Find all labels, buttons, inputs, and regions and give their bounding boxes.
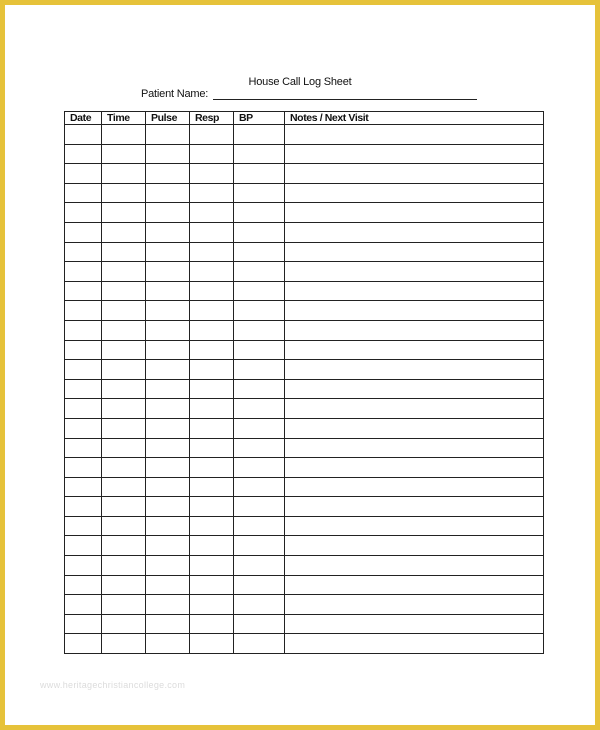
- log-cell[interactable]: [234, 183, 285, 203]
- log-cell[interactable]: [234, 164, 285, 184]
- log-cell[interactable]: [65, 516, 102, 536]
- log-cell[interactable]: [285, 458, 544, 478]
- log-cell[interactable]: [234, 379, 285, 399]
- log-cell[interactable]: [102, 164, 146, 184]
- log-cell[interactable]: [146, 516, 190, 536]
- log-cell[interactable]: [190, 125, 234, 145]
- log-cell[interactable]: [102, 556, 146, 576]
- log-cell[interactable]: [190, 203, 234, 223]
- column-header-resp: Resp: [190, 112, 234, 125]
- table-row: [65, 595, 544, 615]
- log-cell[interactable]: [234, 320, 285, 340]
- log-cell[interactable]: [190, 634, 234, 654]
- log-cell[interactable]: [102, 399, 146, 419]
- log-cell[interactable]: [146, 497, 190, 517]
- log-cell[interactable]: [234, 477, 285, 497]
- patient-name-label: Patient Name:: [141, 88, 209, 100]
- table-row: [65, 379, 544, 399]
- table-row: [65, 301, 544, 321]
- log-cell[interactable]: [65, 458, 102, 478]
- log-cell[interactable]: [285, 320, 544, 340]
- table-row: [65, 183, 544, 203]
- log-cell[interactable]: [102, 379, 146, 399]
- log-cell[interactable]: [234, 418, 285, 438]
- log-cell[interactable]: [102, 301, 146, 321]
- table-row: [65, 360, 544, 380]
- log-cell[interactable]: [146, 301, 190, 321]
- table-row: [65, 125, 544, 145]
- log-cell[interactable]: [234, 301, 285, 321]
- log-cell[interactable]: [102, 242, 146, 262]
- log-cell[interactable]: [190, 458, 234, 478]
- log-cell[interactable]: [102, 595, 146, 615]
- table-row: [65, 222, 544, 242]
- table-row: [65, 281, 544, 301]
- table-row: [65, 418, 544, 438]
- log-cell[interactable]: [234, 516, 285, 536]
- log-cell[interactable]: [234, 536, 285, 556]
- log-cell[interactable]: [102, 438, 146, 458]
- log-cell[interactable]: [234, 595, 285, 615]
- log-cell[interactable]: [285, 242, 544, 262]
- table-row: [65, 497, 544, 517]
- log-cell[interactable]: [234, 242, 285, 262]
- log-cell[interactable]: [65, 614, 102, 634]
- log-cell[interactable]: [146, 222, 190, 242]
- log-cell[interactable]: [102, 418, 146, 438]
- log-cell[interactable]: [146, 360, 190, 380]
- log-cell[interactable]: [234, 360, 285, 380]
- log-cell[interactable]: [65, 262, 102, 282]
- log-cell[interactable]: [102, 203, 146, 223]
- log-cell[interactable]: [146, 575, 190, 595]
- log-cell[interactable]: [285, 536, 544, 556]
- log-cell[interactable]: [234, 262, 285, 282]
- log-cell[interactable]: [65, 320, 102, 340]
- column-header-bp: BP: [234, 112, 285, 125]
- log-cell[interactable]: [190, 379, 234, 399]
- table-row: [65, 458, 544, 478]
- log-cell[interactable]: [102, 458, 146, 478]
- log-cell[interactable]: [65, 556, 102, 576]
- table-row: [65, 575, 544, 595]
- log-cell[interactable]: [65, 399, 102, 419]
- log-cell[interactable]: [285, 556, 544, 576]
- log-cell[interactable]: [234, 203, 285, 223]
- log-cell[interactable]: [190, 301, 234, 321]
- log-cell[interactable]: [190, 516, 234, 536]
- log-cell[interactable]: [146, 614, 190, 634]
- log-cell[interactable]: [146, 281, 190, 301]
- log-cell[interactable]: [285, 144, 544, 164]
- log-cell[interactable]: [234, 399, 285, 419]
- log-cell[interactable]: [146, 477, 190, 497]
- log-cell[interactable]: [285, 360, 544, 380]
- log-cell[interactable]: [234, 497, 285, 517]
- log-cell[interactable]: [285, 614, 544, 634]
- table-row: [65, 144, 544, 164]
- log-cell[interactable]: [102, 497, 146, 517]
- log-cell[interactable]: [65, 379, 102, 399]
- log-cell[interactable]: [234, 125, 285, 145]
- log-cell[interactable]: [65, 575, 102, 595]
- log-cell[interactable]: [146, 340, 190, 360]
- log-cell[interactable]: [146, 144, 190, 164]
- log-cell[interactable]: [65, 340, 102, 360]
- log-cell[interactable]: [285, 575, 544, 595]
- log-cell[interactable]: [190, 556, 234, 576]
- log-cell[interactable]: [65, 418, 102, 438]
- log-cell[interactable]: [65, 144, 102, 164]
- log-cell[interactable]: [102, 320, 146, 340]
- log-cell[interactable]: [190, 262, 234, 282]
- log-cell[interactable]: [146, 634, 190, 654]
- log-table: [64, 111, 544, 654]
- log-cell[interactable]: [102, 536, 146, 556]
- log-cell[interactable]: [102, 125, 146, 145]
- log-cell[interactable]: [146, 203, 190, 223]
- log-cell[interactable]: [285, 262, 544, 282]
- table-row: [65, 242, 544, 262]
- log-cell[interactable]: [234, 556, 285, 576]
- log-cell[interactable]: [285, 183, 544, 203]
- log-table-body: [65, 125, 544, 654]
- log-cell[interactable]: [102, 183, 146, 203]
- log-cell[interactable]: [190, 222, 234, 242]
- table-row: [65, 320, 544, 340]
- log-cell[interactable]: [285, 399, 544, 419]
- table-row: [65, 399, 544, 419]
- log-cell[interactable]: [102, 516, 146, 536]
- log-cell[interactable]: [234, 438, 285, 458]
- log-cell[interactable]: [146, 418, 190, 438]
- log-cell[interactable]: [234, 634, 285, 654]
- log-cell[interactable]: [65, 222, 102, 242]
- log-cell[interactable]: [285, 301, 544, 321]
- log-cell[interactable]: [285, 203, 544, 223]
- log-cell[interactable]: [65, 477, 102, 497]
- log-cell[interactable]: [285, 222, 544, 242]
- column-header-time: Time: [102, 112, 146, 125]
- log-cell[interactable]: [146, 183, 190, 203]
- log-cell[interactable]: [190, 418, 234, 438]
- log-cell[interactable]: [65, 634, 102, 654]
- table-row: [65, 614, 544, 634]
- log-cell[interactable]: [146, 379, 190, 399]
- log-cell[interactable]: [102, 281, 146, 301]
- log-cell[interactable]: [102, 340, 146, 360]
- log-cell[interactable]: [146, 262, 190, 282]
- table-row: [65, 516, 544, 536]
- log-cell[interactable]: [65, 497, 102, 517]
- table-row: [65, 203, 544, 223]
- column-header-pulse: Pulse: [146, 112, 190, 125]
- log-cell[interactable]: [234, 281, 285, 301]
- log-cell[interactable]: [234, 575, 285, 595]
- log-cell[interactable]: [102, 575, 146, 595]
- table-row: [65, 556, 544, 576]
- log-cell[interactable]: [190, 320, 234, 340]
- log-cell[interactable]: [190, 497, 234, 517]
- log-cell[interactable]: [146, 595, 190, 615]
- log-cell[interactable]: [65, 360, 102, 380]
- log-cell[interactable]: [65, 183, 102, 203]
- log-cell[interactable]: [146, 320, 190, 340]
- log-cell[interactable]: [190, 242, 234, 262]
- log-cell[interactable]: [190, 164, 234, 184]
- log-cell[interactable]: [234, 340, 285, 360]
- log-cell[interactable]: [234, 144, 285, 164]
- log-cell[interactable]: [65, 301, 102, 321]
- log-cell[interactable]: [234, 222, 285, 242]
- log-cell[interactable]: [146, 125, 190, 145]
- column-header-notes: Notes / Next Visit: [285, 112, 544, 125]
- log-cell[interactable]: [190, 281, 234, 301]
- log-cell[interactable]: [146, 242, 190, 262]
- log-cell[interactable]: [190, 340, 234, 360]
- log-cell[interactable]: [190, 438, 234, 458]
- log-cell[interactable]: [285, 516, 544, 536]
- log-cell[interactable]: [102, 144, 146, 164]
- log-cell[interactable]: [102, 262, 146, 282]
- table-row: [65, 340, 544, 360]
- log-cell[interactable]: [65, 281, 102, 301]
- log-cell[interactable]: [285, 438, 544, 458]
- log-cell[interactable]: [285, 379, 544, 399]
- table-row: [65, 262, 544, 282]
- log-cell[interactable]: [102, 634, 146, 654]
- table-header-row: [65, 112, 544, 125]
- log-cell[interactable]: [146, 536, 190, 556]
- log-cell[interactable]: [234, 614, 285, 634]
- log-cell[interactable]: [285, 125, 544, 145]
- log-cell[interactable]: [285, 340, 544, 360]
- log-cell[interactable]: [190, 183, 234, 203]
- log-cell[interactable]: [285, 164, 544, 184]
- log-cell[interactable]: [285, 595, 544, 615]
- log-cell[interactable]: [65, 164, 102, 184]
- log-cell[interactable]: [146, 164, 190, 184]
- log-cell[interactable]: [190, 614, 234, 634]
- log-cell[interactable]: [102, 614, 146, 634]
- table-row: [65, 438, 544, 458]
- log-cell[interactable]: [190, 399, 234, 419]
- log-cell[interactable]: [190, 144, 234, 164]
- log-cell[interactable]: [146, 438, 190, 458]
- log-cell[interactable]: [190, 575, 234, 595]
- log-cell[interactable]: [65, 125, 102, 145]
- sheet-title: House Call Log Sheet: [248, 76, 352, 88]
- log-cell[interactable]: [146, 458, 190, 478]
- log-cell[interactable]: [65, 203, 102, 223]
- log-cell[interactable]: [102, 477, 146, 497]
- log-cell[interactable]: [190, 536, 234, 556]
- table-row: [65, 477, 544, 497]
- patient-name-line: [213, 99, 477, 100]
- log-cell[interactable]: [234, 458, 285, 478]
- log-cell[interactable]: [285, 418, 544, 438]
- column-header-date: Date: [65, 112, 102, 125]
- table-row: [65, 164, 544, 184]
- log-cell[interactable]: [102, 360, 146, 380]
- log-cell[interactable]: [102, 222, 146, 242]
- log-cell[interactable]: [190, 477, 234, 497]
- table-row: [65, 634, 544, 654]
- log-cell[interactable]: [285, 281, 544, 301]
- log-cell[interactable]: [285, 477, 544, 497]
- table-row: [65, 536, 544, 556]
- log-cell[interactable]: [146, 556, 190, 576]
- log-cell[interactable]: [65, 536, 102, 556]
- log-cell[interactable]: [65, 438, 102, 458]
- log-cell[interactable]: [65, 595, 102, 615]
- watermark-text: www.heritagechristiancollege.com: [40, 680, 186, 690]
- log-cell[interactable]: [65, 242, 102, 262]
- log-cell[interactable]: [190, 360, 234, 380]
- log-cell[interactable]: [190, 595, 234, 615]
- log-cell[interactable]: [285, 634, 544, 654]
- log-cell[interactable]: [146, 399, 190, 419]
- log-cell[interactable]: [285, 497, 544, 517]
